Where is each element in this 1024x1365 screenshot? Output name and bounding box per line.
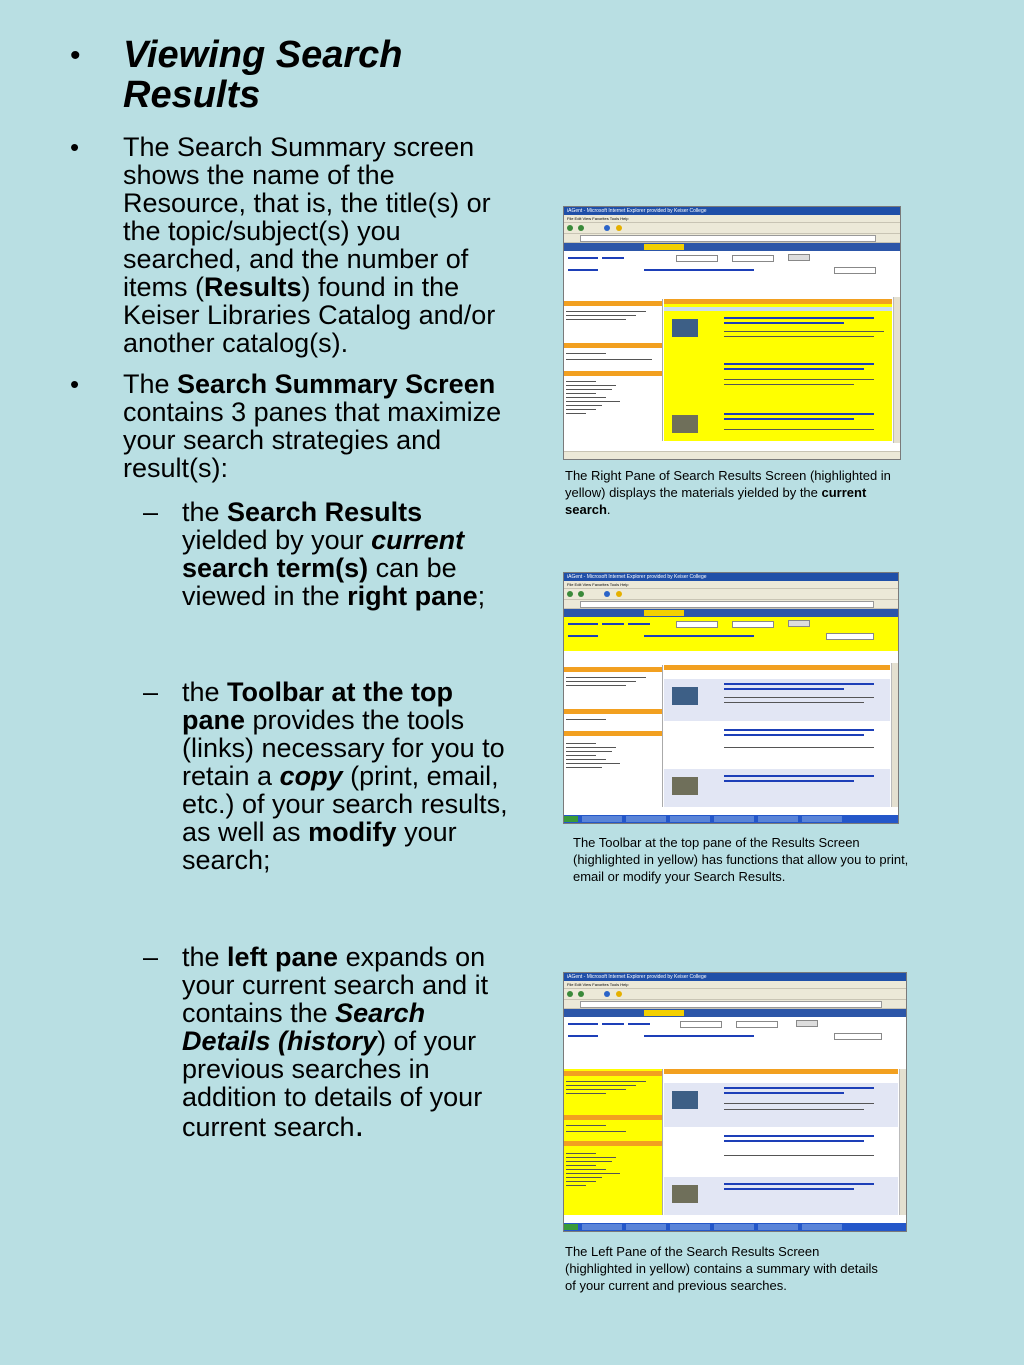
scrollbar[interactable] [899, 1069, 906, 1215]
window-titlebar: iAGent - Microsoft Internet Explorer provided by Keiser College [564, 573, 898, 581]
caption-right-pane: The Right Pane of Search Results Screen (highlighted in yellow) displays the materials yielded by the current search. [565, 468, 891, 517]
paragraph-search-summary: The Search Summary screen shows the name of the Resource, that is, the title(s) or the topic/subject(s) you searched, and the number of items (Results) found in the Keiser Libraries Catalog and/or another catalog(s). [123, 132, 496, 358]
address-bar [564, 234, 900, 243]
results-toolbar [564, 1017, 906, 1051]
results-toolbar [564, 251, 900, 285]
caption-left-pane: The Left Pane of the Search Results Screen (highlighted in yellow) contains a summary with details of your current and previous searches. [565, 1244, 878, 1293]
left-pane [564, 299, 663, 441]
status-bar [564, 451, 900, 459]
subpoint-right-pane: the Search Results yielded by your current search term(s) can be viewed in the right pane; [182, 497, 486, 611]
screenshot-left-pane [563, 972, 907, 1232]
results-toolbar-highlighted [564, 617, 898, 651]
windows-taskbar [564, 815, 898, 823]
bullet-1: • [70, 132, 80, 162]
page-title: Viewing Search Results [123, 34, 403, 116]
library-nav [564, 609, 898, 617]
right-pane [664, 665, 890, 807]
menu-bar: File Edit View Favorites Tools Help [564, 581, 898, 589]
library-nav [564, 243, 900, 251]
subpoint-left-pane: the left pane expands on your current search and it contains the Search Details (history) of your previous searches in addition to details of your current search. [182, 942, 489, 1144]
address-bar [564, 1000, 906, 1009]
screenshot-right-pane [563, 206, 901, 460]
left-pane-highlighted [564, 1069, 663, 1215]
results-bold: Results [204, 272, 302, 302]
browser-toolbar [564, 989, 906, 1000]
bullet-2: • [70, 369, 80, 399]
subpoint-toolbar: the Toolbar at the top pane provides the tools (links) necessary for you to retain a copy (print, email, etc.) of your search results, as well as modify your search; [182, 677, 508, 875]
menu-bar: File Edit View Favorites Tools Help [564, 215, 900, 223]
caption-toolbar: The Toolbar at the top pane of the Results Screen (highlighted in yellow) has functions that allow you to print, email or modify your Search Results. [573, 835, 909, 884]
browser-toolbar [564, 223, 900, 234]
paragraph-three-panes: The Search Summary Screen contains 3 panes that maximize your search strategies and result(s): [123, 369, 502, 483]
dash-3: – [143, 942, 159, 972]
right-pane [664, 1069, 898, 1215]
dash-1: – [143, 497, 159, 527]
scrollbar[interactable] [891, 663, 898, 807]
window-titlebar: iAGent - Microsoft Internet Explorer provided by Keiser College [564, 207, 900, 215]
left-pane [564, 665, 663, 807]
address-bar [564, 600, 898, 609]
scrollbar[interactable] [893, 297, 900, 443]
right-pane-highlighted [664, 299, 892, 441]
library-nav [564, 1009, 906, 1017]
window-titlebar: iAGent - Microsoft Internet Explorer provided by Keiser College [564, 973, 906, 981]
screenshot-toolbar [563, 572, 899, 824]
windows-taskbar [564, 1223, 906, 1231]
browser-toolbar [564, 589, 898, 600]
search-summary-screen-bold: Search Summary Screen [177, 369, 496, 399]
dash-2: – [143, 677, 159, 707]
menu-bar: File Edit View Favorites Tools Help [564, 981, 906, 989]
title-bullet: • [70, 39, 81, 72]
